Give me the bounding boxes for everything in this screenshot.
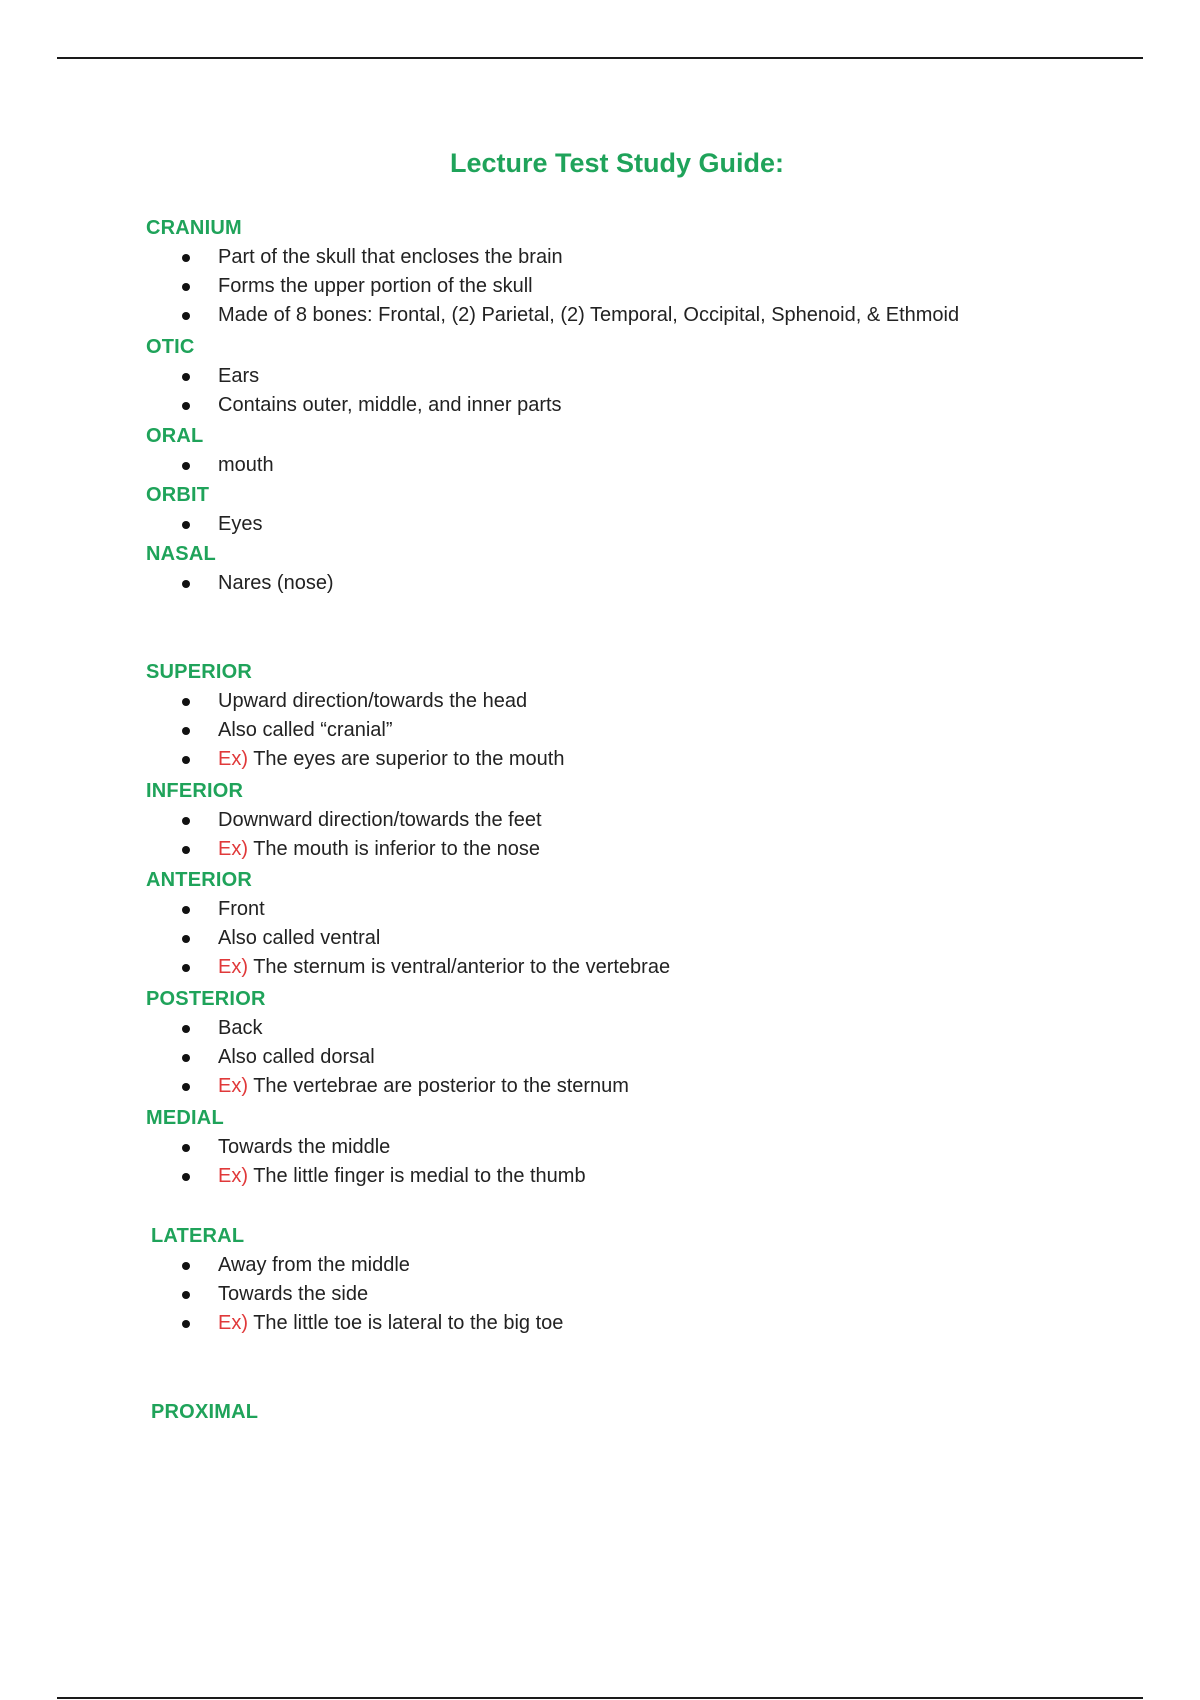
bullet-icon bbox=[182, 1173, 190, 1181]
item-text: The mouth is inferior to the nose bbox=[253, 838, 541, 860]
section-inferior bbox=[146, 777, 542, 864]
list-item bbox=[146, 1251, 563, 1280]
section-proximal bbox=[151, 1398, 258, 1427]
section-list bbox=[146, 243, 959, 330]
bullet-icon bbox=[182, 935, 190, 943]
list-item bbox=[146, 1014, 629, 1043]
item-text: The little finger is medial to the thumb bbox=[253, 1165, 586, 1187]
section-posterior bbox=[146, 985, 629, 1101]
section-list bbox=[146, 687, 564, 774]
item-text: Towards the side bbox=[218, 1283, 369, 1305]
item-text: Contains outer, middle, and inner parts bbox=[218, 394, 562, 416]
section-list bbox=[146, 806, 542, 864]
list-item bbox=[146, 1133, 586, 1162]
example-prefix: Ex) bbox=[218, 1075, 248, 1097]
section-medial bbox=[146, 1104, 586, 1191]
item-text: Downward direction/towards the feet bbox=[218, 809, 542, 831]
bullet-icon bbox=[182, 580, 190, 588]
bullet-icon bbox=[182, 1320, 190, 1328]
section-heading: LATERAL bbox=[151, 1225, 245, 1247]
bullet-icon bbox=[182, 1083, 190, 1091]
bullet-icon bbox=[182, 846, 190, 854]
item-text: Forms the upper portion of the skull bbox=[218, 275, 533, 297]
list-item bbox=[146, 1162, 586, 1191]
section-oral bbox=[146, 422, 274, 480]
item-text: Made of 8 bones: Frontal, (2) Parietal, (2) Temporal, Occipital, Sphenoid, & Ethmoid bbox=[218, 304, 960, 326]
section-lateral bbox=[151, 1222, 563, 1338]
example-prefix: Ex) bbox=[218, 838, 248, 860]
bullet-icon bbox=[182, 964, 190, 972]
list-item bbox=[146, 1280, 563, 1309]
section-list bbox=[146, 569, 334, 598]
example-prefix: Ex) bbox=[218, 1165, 248, 1187]
example-prefix: Ex) bbox=[218, 748, 248, 770]
item-text: The vertebrae are posterior to the sternum bbox=[253, 1075, 629, 1097]
bullet-icon bbox=[182, 254, 190, 262]
list-item bbox=[146, 924, 670, 953]
example-prefix: Ex) bbox=[218, 1312, 248, 1334]
bullet-icon bbox=[182, 817, 190, 825]
item-text: Eyes bbox=[218, 513, 263, 535]
list-item bbox=[146, 272, 959, 301]
bullet-icon bbox=[182, 1144, 190, 1152]
section-heading: ORAL bbox=[146, 425, 204, 447]
list-item bbox=[146, 1043, 629, 1072]
list-item bbox=[146, 835, 542, 864]
section-list bbox=[146, 510, 262, 539]
section-cranium bbox=[146, 214, 959, 330]
item-text: Back bbox=[218, 1017, 263, 1039]
section-heading: NASAL bbox=[146, 543, 216, 565]
section-list bbox=[146, 1251, 563, 1338]
section-heading: ORBIT bbox=[146, 484, 210, 506]
bullet-icon bbox=[182, 462, 190, 470]
list-item bbox=[146, 362, 562, 391]
bullet-icon bbox=[182, 698, 190, 706]
item-text: Nares (nose) bbox=[218, 572, 334, 594]
item-text: Away from the middle bbox=[218, 1254, 410, 1276]
list-item bbox=[146, 391, 562, 420]
list-item bbox=[146, 451, 274, 480]
item-text: Also called dorsal bbox=[218, 1046, 375, 1068]
section-list bbox=[146, 895, 670, 982]
list-item bbox=[146, 687, 564, 716]
bullet-icon bbox=[182, 1262, 190, 1270]
bullet-icon bbox=[182, 727, 190, 735]
section-list bbox=[146, 1014, 629, 1101]
list-item bbox=[146, 1072, 629, 1101]
item-text: The eyes are superior to the mouth bbox=[253, 748, 565, 770]
section-list bbox=[146, 1133, 586, 1191]
item-text: Ears bbox=[218, 365, 260, 387]
bullet-icon bbox=[182, 283, 190, 291]
section-otic bbox=[146, 333, 562, 420]
list-item bbox=[146, 243, 959, 272]
item-text: The little toe is lateral to the big toe bbox=[253, 1312, 564, 1334]
list-item bbox=[146, 716, 564, 745]
section-list bbox=[146, 451, 274, 480]
list-item bbox=[146, 895, 670, 924]
list-item bbox=[146, 510, 262, 539]
item-text: Towards the middle bbox=[218, 1136, 391, 1158]
section-orbit bbox=[146, 481, 262, 539]
bullet-icon bbox=[182, 1025, 190, 1033]
section-list bbox=[146, 362, 562, 420]
item-text: Also called ventral bbox=[218, 927, 381, 949]
section-heading: POSTERIOR bbox=[146, 988, 266, 1010]
section-heading: CRANIUM bbox=[146, 217, 242, 239]
bullet-icon bbox=[182, 906, 190, 914]
bullet-icon bbox=[182, 1291, 190, 1299]
header-rule bbox=[57, 57, 1143, 59]
list-item bbox=[146, 301, 959, 330]
section-nasal bbox=[146, 540, 334, 598]
bullet-icon bbox=[182, 373, 190, 381]
section-heading: MEDIAL bbox=[146, 1107, 224, 1129]
item-text: Part of the skull that encloses the brain bbox=[218, 246, 563, 268]
item-text: The sternum is ventral/anterior to the vertebrae bbox=[253, 956, 671, 978]
section-heading: PROXIMAL bbox=[151, 1401, 259, 1423]
bullet-icon bbox=[182, 402, 190, 410]
bullet-icon bbox=[182, 312, 190, 320]
list-item bbox=[146, 745, 564, 774]
footer-rule bbox=[57, 1697, 1143, 1699]
section-anterior bbox=[146, 866, 670, 982]
list-item bbox=[146, 953, 670, 982]
section-heading: INFERIOR bbox=[146, 780, 244, 802]
section-heading: ANTERIOR bbox=[146, 869, 253, 891]
item-text: mouth bbox=[218, 454, 274, 476]
section-superior bbox=[146, 658, 564, 774]
section-heading: SUPERIOR bbox=[146, 661, 253, 683]
list-item bbox=[146, 569, 334, 598]
bullet-icon bbox=[182, 756, 190, 764]
list-item bbox=[146, 1309, 563, 1338]
item-text: Upward direction/towards the head bbox=[218, 690, 528, 712]
example-prefix: Ex) bbox=[218, 956, 248, 978]
page-title: Lecture Test Study Guide: bbox=[449, 148, 785, 178]
item-text: Front bbox=[218, 898, 265, 920]
bullet-icon bbox=[182, 1054, 190, 1062]
list-item bbox=[146, 806, 542, 835]
bullet-icon bbox=[182, 521, 190, 529]
item-text: Also called “cranial” bbox=[218, 719, 393, 741]
section-heading: OTIC bbox=[146, 336, 195, 358]
